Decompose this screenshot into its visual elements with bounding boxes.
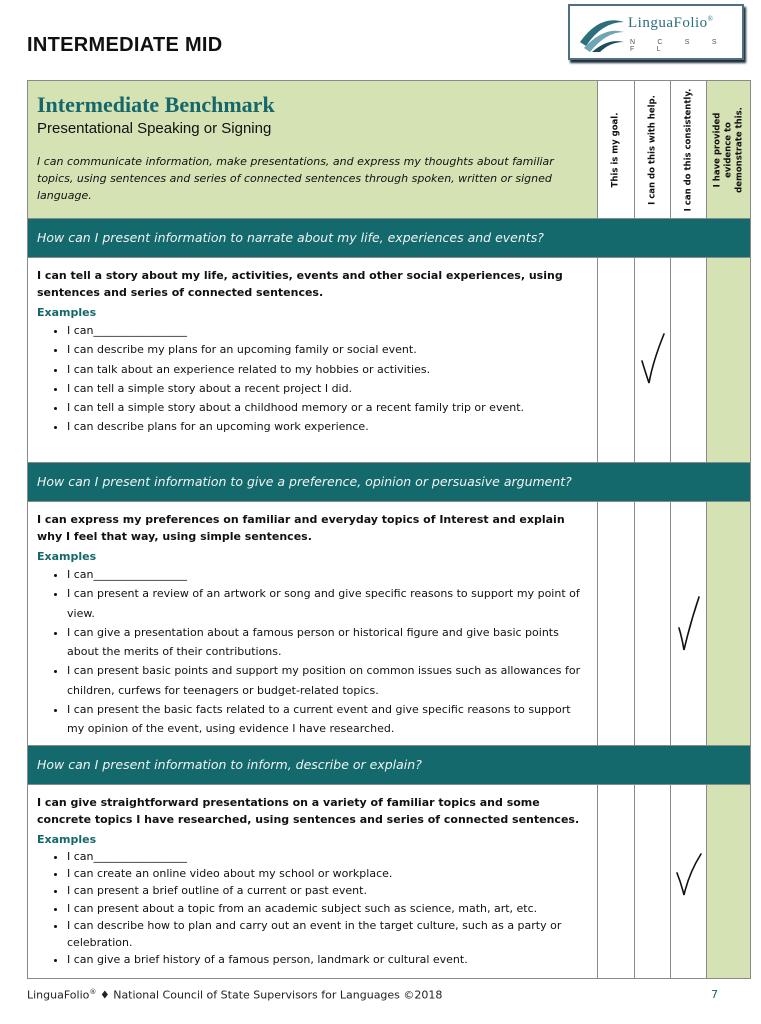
can-do-statement: I can tell a story about my life, activities, events and other social experiences, using sentences and series of connected sentences. [37,269,563,299]
benchmark-subtitle: Presentational Speaking or Signing [37,120,272,137]
with-help-checkbox-cell[interactable] [635,258,671,463]
list-item: • I can talk about an experience related to my hobbies or activities. [67,360,588,379]
goal-checkbox-cell[interactable] [598,258,635,463]
benchmark-table [27,80,751,979]
section-question: How can I present information to narrate about my life, experiences and events? [28,219,751,258]
examples-list [37,848,588,968]
section-content [28,502,598,746]
column-header-consistently: I can do this consistently. [671,81,707,219]
linguafolio-logo [568,4,744,60]
evidence-checkbox-cell[interactable] [707,785,751,979]
examples-list [37,565,588,739]
column-header-with-help: I can do this with help. [635,81,671,219]
with-help-checkbox-cell[interactable] [635,785,671,979]
footer: LinguaFolio® ♦ National Council of State Supervisors for Languages ©2018 [27,988,443,1002]
column-header-evidence: I have provided evidence to demonstrate this. [707,81,751,219]
section-content-row [28,258,751,463]
evidence-checkbox-cell[interactable] [707,502,751,746]
checkmark-icon [675,851,703,899]
list-item: • I can tell a simple story about a childhood memory or a recent family trip or event. [67,398,588,417]
linguafolio-emblem-icon [578,12,626,52]
benchmark-title: Intermediate Benchmark [37,92,275,117]
list-item: • I can present about a topic from an academic subject such as science, math, art, etc. [67,900,588,917]
section-question-row [28,746,751,785]
goal-checkbox-cell[interactable] [598,502,635,746]
list-item: • I can present a review of an artwork or song and give specific reasons to support my point of view. [67,584,588,623]
goal-checkbox-cell[interactable] [598,785,635,979]
section-content [28,258,598,463]
section-question-row [28,219,751,258]
benchmark-header-row [28,81,751,219]
list-item: • I can_________________ [67,848,588,865]
page-number: 7 [711,988,718,1001]
list-item: • I can present the basic facts related to a current event and give specific reasons to support my opinion of the event, using evidence I have researched. [67,700,588,739]
can-do-statement: I can give straightforward presentations on a variety of familiar topics and some concrete topics I have researched, using sentences and series of connected sentences. [37,796,580,826]
examples-label: Examples [37,833,97,846]
section-content-row [28,785,751,979]
column-header-goal: This is my goal. [598,81,635,219]
examples-list [37,321,588,437]
benchmark-info [28,81,598,219]
with-help-checkbox-cell[interactable] [635,502,671,746]
can-do-statement: I can express my preferences on familiar and everyday topics of Interest and explain why I feel that way, using simple sentences. [37,513,565,543]
list-item: • I can describe how to plan and carry out an event in the target culture, such as a party or celebration. [67,917,588,951]
list-item: • I can describe plans for an upcoming work experience. [67,417,588,436]
list-item: • I can_________________ [67,321,588,340]
evidence-checkbox-cell[interactable] [707,258,751,463]
level-title: INTERMEDIATE MID [27,34,223,56]
checkmark-icon [676,594,702,654]
list-item: • I can describe my plans for an upcoming family or social event. [67,340,588,359]
consistently-checkbox-cell[interactable] [671,785,707,979]
list-item: • I can present a brief outline of a current or past event. [67,882,588,899]
list-item: • I can present basic points and support my position on common issues such as allowances for children, curfews for teenagers or budget-related topics. [67,661,588,700]
list-item: • I can tell a simple story about a recent project I did. [67,379,588,398]
section-question-row [28,463,751,502]
section-question: How can I present information to give a preference, opinion or persuasive argument? [28,463,751,502]
examples-label: Examples [37,550,97,563]
section-question: How can I present information to inform, describe or explain? [28,746,751,785]
list-item: • I can give a brief history of a famous person, landmark or cultural event. [67,951,588,968]
section-content [28,785,598,979]
consistently-checkbox-cell[interactable] [671,258,707,463]
consistently-checkbox-cell[interactable] [671,502,707,746]
examples-label: Examples [37,306,97,319]
logo-subtitle: N C S S F L [630,39,727,53]
list-item: • I can create an online video about my school or workplace. [67,865,588,882]
checkmark-icon [640,331,666,387]
list-item: • I can give a presentation about a famous person or historical figure and give basic points about the merits of their contributions. [67,623,588,662]
benchmark-description: I can communicate information, make presentations, and express my thoughts about familiar topics, using sentences and series of connected sentences through spoken, written or signed language. [37,155,554,202]
logo-name: LinguaFolio® [628,15,714,31]
list-item: • I can_________________ [67,565,588,584]
section-content-row [28,502,751,746]
